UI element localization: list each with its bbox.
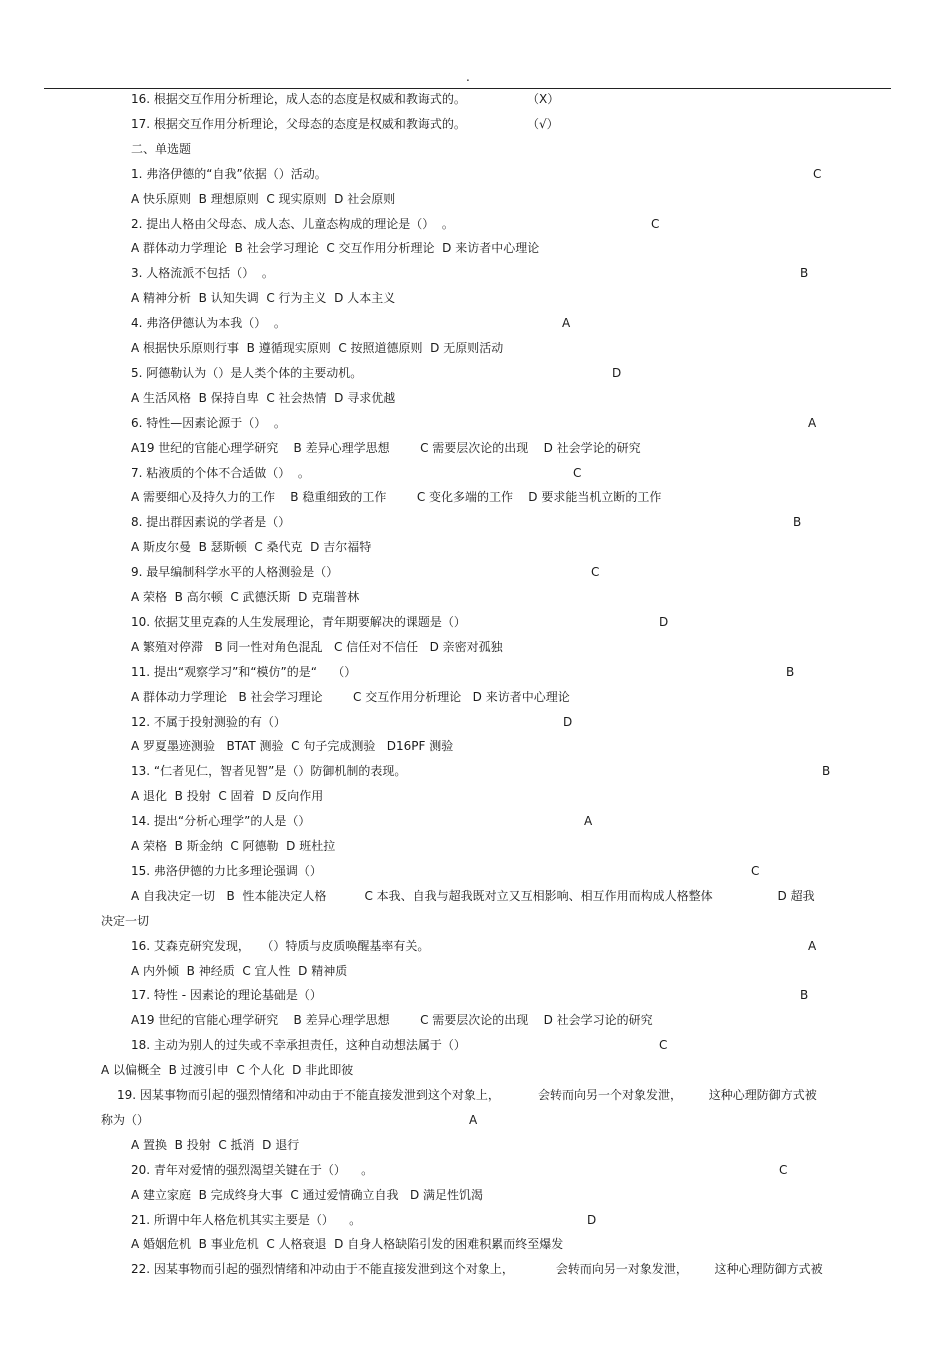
- tf-answer: （√）: [527, 116, 559, 131]
- answer-key: D: [659, 614, 669, 629]
- tf-answer: （X）: [527, 92, 560, 106]
- answer-key: C: [591, 565, 600, 580]
- answer-options: A19 世纪的官能心理学研究 B 差异心理学思想 C 需要层次论的出现 D 社会学习论的研究: [131, 1013, 653, 1028]
- tf-question: 17. 根据交互作用分析理论，父母态的态度是权威和教诲式的。: [131, 116, 466, 131]
- question-text: 18. 主动为别人的过失或不幸承担责任，这种自动想法属于（）: [131, 1038, 466, 1053]
- answer-key: C: [659, 1038, 668, 1053]
- answer-key: A: [808, 938, 817, 953]
- question-text: 17. 特性 - 因素论的理论基础是（）: [131, 988, 322, 1003]
- question-text: 15. 弗洛伊德的力比多理论强调（）: [131, 863, 322, 878]
- question-text: 9. 最早编制科学水平的人格测验是（）: [131, 565, 339, 580]
- answer-options: A 建立家庭 B 完成终身大事 C 通过爱情确立自我 D 满足性饥渴: [131, 1187, 484, 1202]
- answer-key: D: [612, 365, 622, 380]
- question-text: 7. 粘液质的个体不合适做（） 。: [131, 465, 310, 480]
- header-rule: [44, 88, 891, 89]
- answer-key: C: [751, 863, 760, 878]
- answer-key: C: [651, 216, 660, 231]
- tf-question: 16. 根据交互作用分析理论，成人态的态度是权威和教诲式的。: [131, 92, 466, 106]
- answer-options: A 精神分析 B 认知失调 C 行为主义 D 人本主义: [131, 291, 396, 306]
- question-text: 10. 依据艾里克森的人生发展理论，青年期要解决的课题是（）: [131, 614, 466, 629]
- answer-key: A: [469, 1112, 478, 1127]
- answer-options: A 快乐原则 B 理想原则 C 现实原则 D 社会原则: [131, 191, 396, 206]
- question-text: 19. 因某事物而引起的强烈情绪和冲动由于不能直接发泄到这个对象上， 会转而向另一个对象发泄， 这种心理防御方式被: [117, 1088, 817, 1102]
- answer-options: A 生活风格 B 保持自卑 C 社会热情 D 寻求优越: [131, 390, 396, 405]
- answer-options: A 内外倾 B 神经质 C 宜人性 D 精神质: [131, 963, 348, 978]
- question-text: 4. 弗洛伊德认为本我（） 。: [131, 316, 286, 331]
- answer-key: C: [813, 166, 822, 181]
- answer-key: B: [822, 764, 831, 779]
- answer-key: D: [587, 1212, 597, 1227]
- answer-key: D: [563, 714, 573, 729]
- question-text: 2. 提出人格由父母态、成人态、儿童态构成的理论是（） 。: [131, 216, 454, 231]
- answer-options: A 荣格 B 斯金纳 C 阿德勒 D 班杜拉: [131, 839, 336, 853]
- answer-options: A 繁殖对停滞 B 同一性对角色混乱 C 信任对不信任 D 亲密对孤独: [131, 639, 503, 654]
- question-text: 16. 艾森克研究发现， （）特质与皮质唤醒基率有关。: [131, 938, 430, 953]
- answer-key: C: [573, 465, 582, 480]
- question-text: 21. 所谓中年人格危机其实主要是（） 。: [131, 1212, 362, 1227]
- question-text: 8. 提出群因素说的学者是（）: [131, 515, 291, 530]
- answer-options: A 自我决定一切 B 性本能决定人格 C 本我、自我与超我既对立又互相影响、相互作用而构成人格整体 D 超我: [131, 888, 815, 903]
- answer-options: A 荣格 B 高尔顿 C 武德沃斯 D 克瑞普林: [131, 590, 360, 604]
- question-text: 5. 阿德勒认为（）是人类个体的主要动机。: [131, 365, 363, 380]
- answer-options: A 群体动力学理论 B 社会学习理论 C 交互作用分析理论 D 来访者中心理论: [131, 689, 570, 704]
- question-text-cont: 称为（）: [101, 1112, 150, 1127]
- answer-options: A 婚姻危机 B 事业危机 C 人格衰退 D 自身人格缺陷引发的困难积累而终至爆发: [131, 1237, 564, 1252]
- answer-key: A: [808, 415, 817, 430]
- header-mark: .: [466, 70, 470, 84]
- section-title: 二、单选题: [131, 141, 192, 156]
- answer-key: A: [584, 814, 593, 829]
- question-text: 1. 弗洛伊德的“自我”依据（）活动。: [131, 166, 327, 181]
- answer-options: A 需要细心及持久力的工作 B 稳重细致的工作 C 变化多端的工作 D 要求能当机立断的工作: [131, 490, 662, 505]
- answer-options: A 退化 B 投射 C 固着 D 反向作用: [131, 789, 324, 804]
- answer-options: A19 世纪的官能心理学研究 B 差异心理学思想 C 需要层次论的出现 D 社会学论的研究: [131, 440, 641, 455]
- answer-options: A 罗夏墨迹测验 BTAT 测验 C 句子完成测验 D16PF 测验: [131, 739, 454, 754]
- question-text: 12. 不属于投射测验的有（）: [131, 714, 286, 729]
- answer-options: A 群体动力学理论 B 社会学习理论 C 交互作用分析理论 D 来访者中心理论: [131, 241, 540, 256]
- answer-options: A 置换 B 投射 C 抵消 D 退行: [131, 1137, 300, 1152]
- answer-options: A 斯皮尔曼 B 瑟斯顿 C 桑代克 D 吉尔福特: [131, 540, 372, 555]
- question-text: 22. 因某事物而引起的强烈情绪和冲动由于不能直接发泄到这个对象上， 会转而向另一对象发泄， 这种心理防御方式被: [131, 1262, 823, 1277]
- question-text: 14. 提出“分析心理学”的人是（）: [131, 814, 311, 829]
- question-text: 20. 青年对爱情的强烈渴望关键在于（） 。: [131, 1162, 374, 1177]
- answer-options: A 根据快乐原则行事 B 遵循现实原则 C 按照道德原则 D 无原则活动: [131, 341, 504, 355]
- answer-key: B: [786, 664, 795, 679]
- question-text: 3. 人格流派不包括（） 。: [131, 266, 274, 281]
- answer-key: B: [800, 266, 809, 281]
- answer-key: B: [800, 988, 809, 1003]
- answer-options: A 以偏概全 B 过渡引申 C 个人化 D 非此即彼: [101, 1063, 354, 1078]
- answer-key: C: [779, 1162, 788, 1177]
- question-text: 13. “仁者见仁，智者见智”是（）防御机制的表现。: [131, 764, 407, 779]
- answer-key: A: [562, 316, 571, 331]
- question-text: 11. 提出“观察学习”和“模仿”的是“ （）: [131, 664, 357, 679]
- answer-key: B: [793, 515, 802, 530]
- question-text: 6. 特性—因素论源于（） 。: [131, 415, 286, 430]
- answer-options: 决定一切: [101, 913, 150, 928]
